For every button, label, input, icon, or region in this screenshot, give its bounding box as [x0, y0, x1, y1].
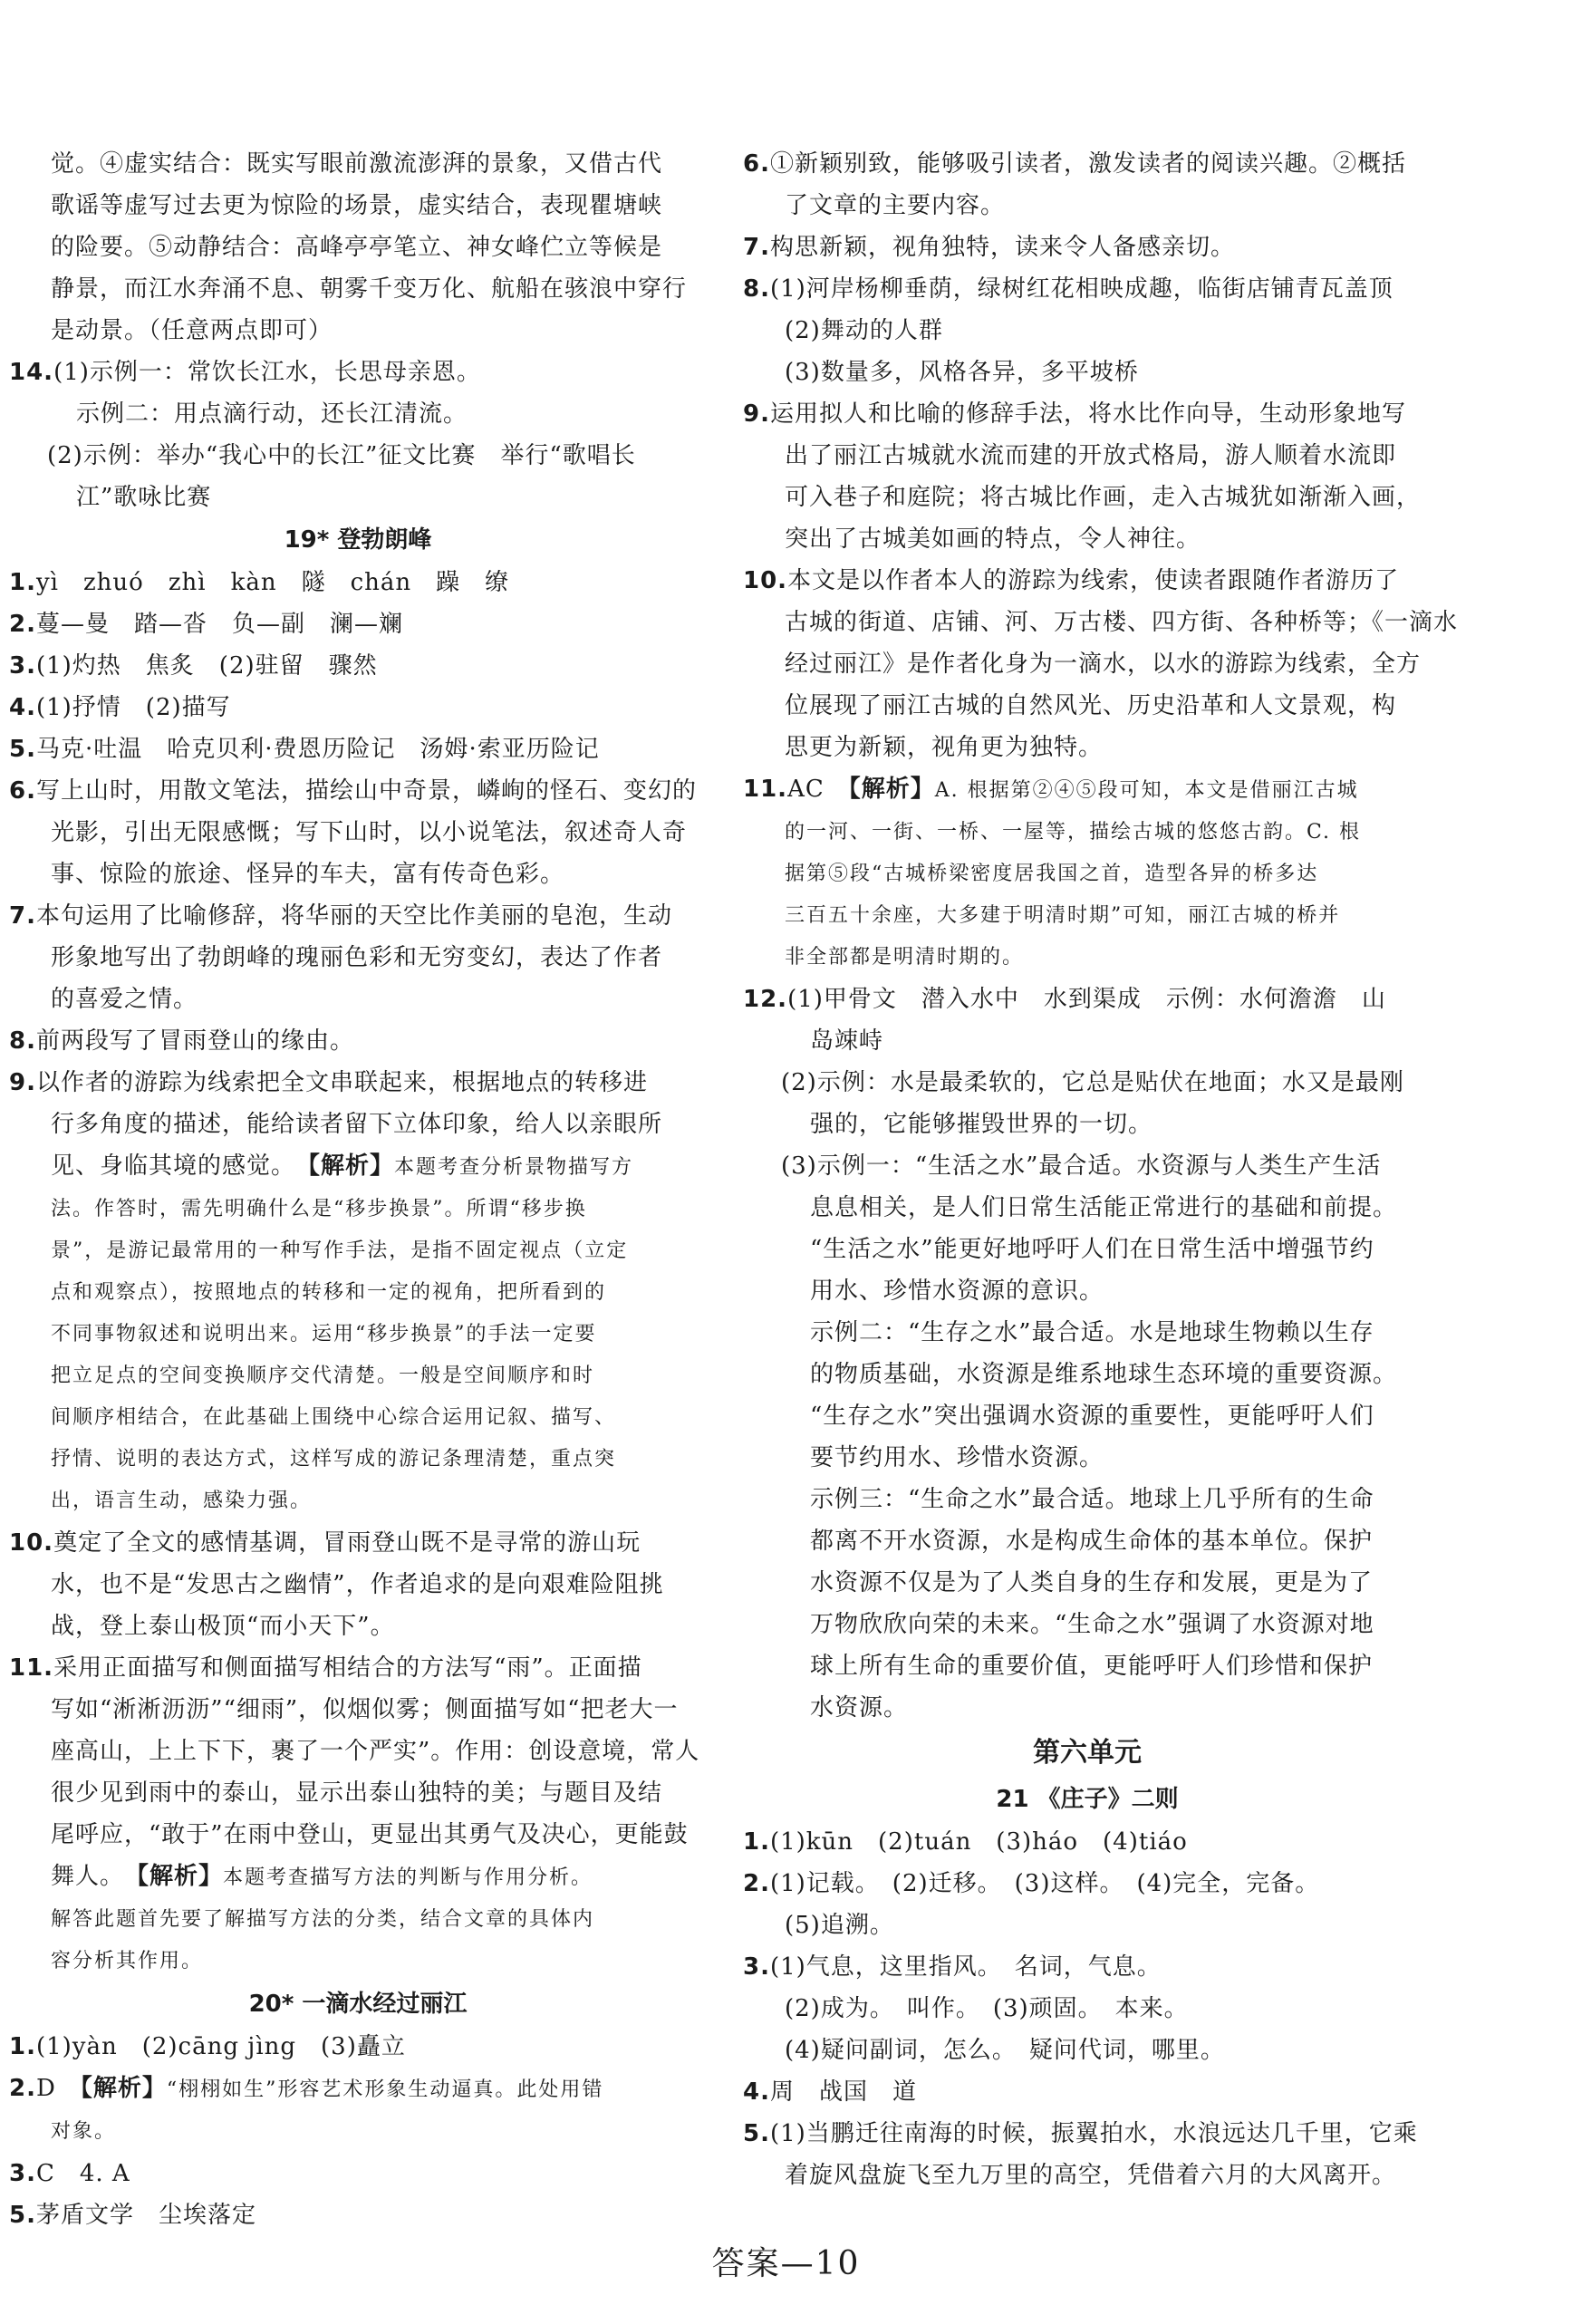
answer-text: 歌谣等虚写过去更为惊险的场景，虚实结合，表现瞿塘峡: [51, 192, 663, 219]
answer-line: [743, 1520, 1432, 1562]
answer-text: 息息相关，是人们日常生活能正常进行的基础和前提。: [810, 1194, 1398, 1221]
answer-text: (2)示例：举办“我心中的长江”征文比赛 举行“歌唱长: [47, 442, 636, 469]
answer-text: 写上山时，用散文笔法，描绘山中奇景，嶙峋的怪石、变幻的: [35, 777, 697, 805]
answer-line: [9, 143, 707, 185]
answer-line: [743, 1562, 1432, 1604]
question-number: 14.: [9, 359, 54, 386]
question-number: 3.: [9, 2160, 36, 2187]
question-number: 9.: [9, 1069, 36, 1096]
answer-text: (1)当鹏迁往南海的时候，振翼拍水，水浪远达几千里，它乘: [769, 2120, 1418, 2147]
answer-line: [9, 477, 707, 518]
analysis-line: [9, 1941, 707, 1982]
answer-line: [9, 562, 707, 603]
answer-text: 万物欣欣向荣的未来。“生命之水”强调了水资源对地: [810, 1611, 1374, 1638]
answer-line: [743, 393, 1432, 435]
answer-line: [743, 2155, 1432, 2196]
answer-text: 蔓—曼 踏—沓 负—副 澜—斓: [35, 611, 403, 638]
left-column: [9, 143, 707, 2236]
lesson-title: 21 《庄子》二则: [996, 1786, 1179, 1813]
answer-text: 的物质基础，水资源是维系地球生态环境的重要资源。: [810, 1361, 1398, 1388]
analysis-line: [743, 812, 1432, 853]
right-column: [743, 143, 1459, 2196]
question-number: 5.: [9, 2202, 36, 2229]
answer-line: [9, 937, 707, 979]
answer-line: [9, 1606, 707, 1647]
answer-text: 是动景。（任意两点即可）: [51, 317, 333, 344]
answer-line: [9, 1062, 707, 1104]
answer-line: [9, 268, 707, 310]
question-number: 3.: [743, 1953, 770, 1981]
analysis-text: “栩栩如生”形容艺术形象生动逼真。此处用错: [166, 2078, 604, 2101]
analysis-line: [9, 1439, 707, 1480]
answer-text: (1)甲骨文 潜入水中 水到渠成 示例：水何澹澹 山: [787, 986, 1386, 1013]
answer-text: 三百五十余座，大多建于明清时期”可知，丽江古城的桥并: [785, 904, 1341, 927]
analysis-text: 本题考查分析景物描写方: [394, 1156, 634, 1179]
answer-text: 觉。④虚实结合：既实写眼前激流澎湃的景象，又借古代: [51, 150, 663, 178]
answer-line: [9, 1020, 707, 1062]
question-number: 11.: [9, 1654, 54, 1682]
answer-text: 示例三：“生命之水”最合适。地球上几乎所有的生命: [810, 1486, 1374, 1513]
analysis-line: [9, 1314, 707, 1355]
answer-line: [743, 1354, 1432, 1395]
answer-line: [9, 2194, 707, 2236]
answer-line: [743, 185, 1432, 227]
answer-line: [9, 645, 707, 687]
answer-text: 座高山，上上下下，裹了一个严实”。作用：创设意境，常人: [51, 1738, 700, 1765]
question-number: 4.: [743, 2078, 770, 2106]
answer-text: (1)yàn (2)cāng jìng (3)矗立: [35, 2033, 406, 2060]
answer-text: AC: [787, 776, 849, 803]
answer-text: (2)成为。 叫作。 (3)顽固。 本来。: [785, 1995, 1189, 2022]
analysis-line: [743, 853, 1432, 895]
answer-text: 战，登上泰山极顶“而小天下”。: [51, 1613, 395, 1640]
answer-text: 马克·吐温 哈克贝利·费恩历险记 汤姆·索亚历险记: [35, 736, 600, 763]
answer-line: [9, 393, 707, 435]
answer-line: [743, 268, 1432, 310]
answer-line: [743, 1946, 1432, 1988]
answer-text: 容分析其作用。: [51, 1950, 204, 1972]
answer-text: 出了丽江古城就水流而建的开放式格局，游人顺着水流即: [785, 442, 1397, 469]
answer-text: 的险要。⑤动静结合：高峰亭亭笔立、神女峰伫立等候是: [51, 234, 663, 261]
answer-line: [743, 1479, 1432, 1520]
answer-line: [743, 602, 1459, 643]
question-number: 2.: [743, 1870, 770, 1897]
answer-text: (2)舞动的人群: [785, 317, 943, 344]
answer-text: 位展现了丽江古城的自然风光、历史沿革和人文景观，构: [785, 692, 1397, 719]
answer-text: 本文是以作者本人的游踪为线索，使读者跟随作者游历了: [787, 567, 1400, 594]
answer-line: [743, 1270, 1432, 1312]
answer-text: 间顺序相结合，在此基础上围绕中心综合运用记叙、描写、: [51, 1406, 617, 1429]
answer-text: (3)示例一：“生活之水”最合适。水资源与人类生产生活: [781, 1152, 1382, 1180]
question-number: 6.: [9, 777, 36, 805]
answer-text: yì zhuó zhì kàn 隧 chán 躁 缭: [35, 569, 510, 596]
answer-text: 形象地写出了勃朗峰的瑰丽色彩和无穷变幻，表达了作者: [51, 944, 663, 971]
answer-line: [9, 435, 707, 477]
answer-line: [743, 435, 1432, 477]
answer-line: [743, 685, 1432, 727]
answer-text: 景”，是游记最常用的一种写作手法，是指不固定视点（立定: [51, 1239, 629, 1262]
answer-line: [9, 1856, 707, 1899]
answer-text: 水，也不是“发思古之幽情”，作者追求的是向艰难险阻挑: [51, 1571, 664, 1598]
answer-line: [743, 2071, 1432, 2113]
answer-line: [743, 1645, 1432, 1687]
answer-text: 构思新颖，视角独特，读来令人备感亲切。: [769, 234, 1235, 261]
answer-text: (1)示例一：常饮长江水，长思母亲恩。: [53, 359, 481, 386]
lesson-title: 20* 一滴水经过丽江: [248, 1991, 468, 2018]
analysis-tag: 【解析】: [137, 1863, 224, 1890]
answer-text: 前两段写了冒雨登山的缘由。: [35, 1027, 354, 1055]
answer-text: “生活之水”能更好地呼吁人们在日常生活中增强节约: [810, 1236, 1374, 1263]
answer-text: 采用正面描写和侧面描写相结合的方法写“雨”。正面描: [53, 1654, 642, 1682]
answer-line: [9, 2026, 707, 2068]
question-number: 1.: [743, 1828, 770, 1856]
answer-text: (1)抒情 (2)描写: [35, 694, 231, 721]
question-number: 5.: [743, 2120, 770, 2147]
analysis-text: 本题考查描写方法的判断与作用分析。: [223, 1866, 593, 1889]
question-number: 7.: [9, 902, 36, 930]
answer-line: [743, 727, 1432, 768]
answer-text: 岛竦峙: [810, 1027, 884, 1055]
answer-text: 突出了古城美如画的特点，令人神往。: [785, 526, 1201, 553]
answer-line: [743, 1604, 1432, 1645]
answer-text: 出，语言生动，感染力强。: [51, 1490, 313, 1512]
answer-line: [743, 560, 1432, 602]
analysis-tag: 【解析】: [80, 2075, 167, 2102]
answer-text: 静景，而江水奔涌不息、朝雾千变万化、航船在骇浪中穿行: [51, 275, 688, 303]
analysis-line: [743, 937, 1432, 979]
answer-text: 的喜爱之情。: [51, 986, 198, 1013]
answer-line: [9, 979, 707, 1020]
answer-text: 写如“淅淅沥沥”“细雨”，似烟似雾；侧面描写如“把老大一: [51, 1696, 679, 1723]
answer-text: 着旋风盘旋飞至九万里的高空，凭借着六月的大风离开。: [785, 2162, 1397, 2189]
answer-text: 江”歌咏比赛: [76, 484, 212, 511]
answer-line: [9, 687, 707, 728]
answer-line: [9, 853, 707, 895]
question-number: 10.: [743, 567, 788, 594]
answer-text: 把立足点的空间变换顺序交代清楚。一般是空间顺序和时: [51, 1365, 595, 1387]
answer-line: [9, 2068, 707, 2111]
answer-text: 强的，它能够摧毁世界的一切。: [810, 1111, 1153, 1138]
answer-line: [743, 1145, 1432, 1187]
answer-text: (1)灼热 焦炙 (2)驻留 骤然: [35, 652, 378, 680]
answer-text: 要节约用水、珍惜水资源。: [810, 1444, 1104, 1471]
question-number: 11.: [743, 776, 788, 803]
answer-text: (1)气息，这里指风。 名词，气息。: [769, 1953, 1162, 1981]
answer-line: [9, 310, 707, 352]
answer-text: 的一河、一街、一桥、一屋等，描绘古城的悠悠古韵。C. 根: [785, 821, 1362, 844]
answer-text: 水资源不仅是为了人类自身的生存和发展，更是为了: [810, 1569, 1374, 1596]
answer-text: 运用拟人和比喻的修辞手法，将水比作向导，生动形象地写: [769, 400, 1406, 428]
answer-text: 点和观察点），按照地点的转移和一定的视角，把所看到的: [51, 1281, 607, 1304]
analysis-line: [9, 1480, 707, 1522]
answer-line: [743, 1104, 1432, 1145]
answer-line: [743, 1312, 1432, 1354]
answer-text: (1)kūn (2)tuán (3)háo (4)tiáo: [769, 1828, 1188, 1856]
answer-line: [9, 1731, 707, 1772]
answer-text: 解答此题首先要了解描写方法的分类，结合文章的具体内: [51, 1908, 595, 1931]
analysis-line: [9, 1189, 707, 1230]
answer-line: [743, 227, 1432, 268]
answer-line: [743, 1187, 1432, 1229]
question-number: 1.: [9, 2033, 36, 2060]
question-number: 12.: [743, 986, 788, 1013]
answer-line: [9, 1689, 707, 1731]
answer-line: [743, 518, 1432, 560]
answer-text: D: [35, 2075, 81, 2102]
answer-text: 法。作答时，需先明确什么是“移步换景”。所谓“移步换: [51, 1198, 587, 1220]
answer-line: [743, 2030, 1432, 2071]
answer-line: [743, 1020, 1432, 1062]
answer-line: [743, 352, 1432, 393]
answer-line: [9, 1647, 707, 1689]
answer-text: 茅盾文学 尘埃落定: [35, 2202, 256, 2229]
answer-text: 周 战国 道: [769, 2078, 917, 2106]
analysis-line: [9, 1272, 707, 1314]
answer-line: [743, 477, 1432, 518]
answer-line: [9, 1814, 707, 1856]
answer-text: 思更为新颖，视角更为独特。: [785, 734, 1104, 761]
answer-line: [743, 1395, 1432, 1437]
answer-text: 见、身临其境的感觉。: [51, 1152, 309, 1180]
answer-text: 事、惊险的旅途、怪异的车夫，富有传奇色彩。: [51, 861, 565, 888]
answer-text: (4)疑问副词，怎么。 疑问代词，哪里。: [785, 2037, 1225, 2064]
answer-text: 光影，引出无限感慨；写下山时，以小说笔法，叙述奇人奇: [51, 819, 688, 846]
answer-line: [9, 185, 707, 227]
answer-text: 行多角度的描述，能给读者留下立体印象，给人以亲眼所: [51, 1111, 663, 1138]
answer-line: [743, 1821, 1432, 1863]
analysis-line: [743, 895, 1432, 937]
answer-text: 球上所有生命的重要价值，更能呼吁人们珍惜和保护: [810, 1653, 1374, 1680]
answer-line: [743, 768, 1432, 812]
answer-text: 以作者的游踪为线索把全文串联起来，根据地点的转移进: [35, 1069, 648, 1096]
answer-line: [9, 2153, 707, 2194]
answer-line: [743, 1437, 1432, 1479]
analysis-line: [9, 1899, 707, 1941]
question-number: 10.: [9, 1529, 54, 1557]
answer-line: [743, 310, 1432, 352]
answer-text: 了文章的主要内容。: [785, 192, 1006, 219]
answer-text: 对象。: [51, 2120, 117, 2143]
answer-line: [9, 227, 707, 268]
answer-line: [9, 1522, 707, 1564]
answer-text: 示例二：“生存之水”最合适。水是地球生物赖以生存: [810, 1319, 1374, 1346]
answer-line: [743, 979, 1432, 1020]
answer-line: [743, 1062, 1432, 1104]
lesson-title: 19* 登勃朗峰: [284, 526, 432, 554]
question-number: 1.: [9, 569, 36, 596]
analysis-line: [9, 1397, 707, 1439]
answer-line: [9, 603, 707, 645]
answer-text: 古城的街道、店铺、河、万古楼、四方街、各种桥等；《一滴水: [785, 609, 1459, 636]
answer-text: C 4. A: [35, 2160, 130, 2187]
analysis-tag: 【解析】: [308, 1152, 395, 1180]
unit-title: 第六单元: [1033, 1737, 1142, 1769]
answer-text: ①新颖别致，能够吸引读者，激发读者的阅读兴趣。②概括: [769, 150, 1406, 178]
answer-text: 舞人。: [51, 1863, 138, 1890]
analysis-line: [9, 1355, 707, 1397]
answer-text: 不同事物叙述和说明出来。运用“移步换景”的手法一定要: [51, 1323, 597, 1345]
answer-text: 示例二：用点滴行动，还长江清流。: [76, 400, 468, 428]
answer-text: (1)记载。 (2)迁移。 (3)这样。 (4)完全，完备。: [769, 1870, 1320, 1897]
analysis-line: [9, 2111, 707, 2153]
answer-text: 水资源。: [810, 1694, 909, 1721]
answer-text: (2)示例：水是最柔软的，它总是贴伏在地面；水又是最刚: [781, 1069, 1404, 1096]
answer-text: 据第⑤段“古城桥梁密度居我国之首，造型各异的桥多达: [785, 863, 1319, 885]
question-number: 9.: [743, 400, 770, 428]
answer-line: [9, 895, 707, 937]
answer-line: [743, 1229, 1432, 1270]
answer-line: [9, 352, 707, 393]
question-number: 2.: [9, 611, 36, 638]
answer-line: [9, 1145, 707, 1189]
answer-text: 本句运用了比喻修辞，将华丽的天空比作美丽的皂泡，生动: [35, 902, 672, 930]
answer-text: 抒情、说明的表达方式，这样写成的游记条理清楚，重点突: [51, 1448, 617, 1471]
answer-text: 都离不开水资源，水是构成生命体的基本单位。保护: [810, 1528, 1374, 1555]
answer-line: [743, 1863, 1432, 1905]
question-number: 6.: [743, 150, 770, 178]
answer-line: [743, 2113, 1432, 2155]
answer-text: 经过丽江》是作者化身为一滴水，以水的游踪为线索，全方: [785, 651, 1422, 678]
answer-text: 尾呼应，“敢于”在雨中登山，更显出其勇气及决心，更能鼓: [51, 1821, 689, 1848]
answer-text: 奠定了全文的感情基调，冒雨登山既不是寻常的游山玩: [53, 1529, 641, 1557]
question-number: 5.: [9, 736, 36, 763]
answer-line: [9, 1772, 707, 1814]
answer-line: [743, 1988, 1432, 2030]
answer-line: [9, 770, 707, 812]
answer-text: 用水、珍惜水资源的意识。: [810, 1278, 1104, 1305]
answer-text: 很少见到雨中的泰山，显示出泰山独特的美；与题目及结: [51, 1779, 663, 1807]
answer-text: (5)追溯。: [785, 1912, 894, 1939]
answer-text: (1)河岸杨柳垂荫，绿树红花相映成趣，临街店铺青瓦盖顶: [769, 275, 1394, 303]
answer-line: [9, 728, 707, 770]
question-number: 7.: [743, 234, 770, 261]
answer-line: [743, 1687, 1432, 1729]
answer-text: (3)数量多，风格各异，多平坡桥: [785, 359, 1139, 386]
question-number: 8.: [9, 1027, 36, 1055]
answer-line: [9, 1564, 707, 1606]
analysis-line: [9, 1230, 707, 1272]
page-footer: 答案—10: [711, 2245, 861, 2282]
answer-text: 非全部都是明清时期的。: [785, 946, 1025, 969]
answer-line: [9, 812, 707, 853]
question-number: 3.: [9, 652, 36, 680]
analysis-text: A. 根据第②④⑤段可知，本文是借丽江古城: [934, 779, 1359, 802]
answer-line: [743, 643, 1432, 685]
answer-text: “生存之水”突出强调水资源的重要性，更能呼吁人们: [810, 1403, 1374, 1430]
answer-line: [743, 143, 1432, 185]
answer-text: 可入巷子和庭院；将古城比作画，走入古城犹如渐渐入画，: [785, 484, 1422, 511]
question-number: 8.: [743, 275, 770, 303]
answer-line: [743, 1905, 1432, 1946]
question-number: 2.: [9, 2075, 36, 2102]
question-number: 4.: [9, 694, 36, 721]
analysis-tag: 【解析】: [848, 776, 935, 803]
answer-line: [9, 1104, 707, 1145]
